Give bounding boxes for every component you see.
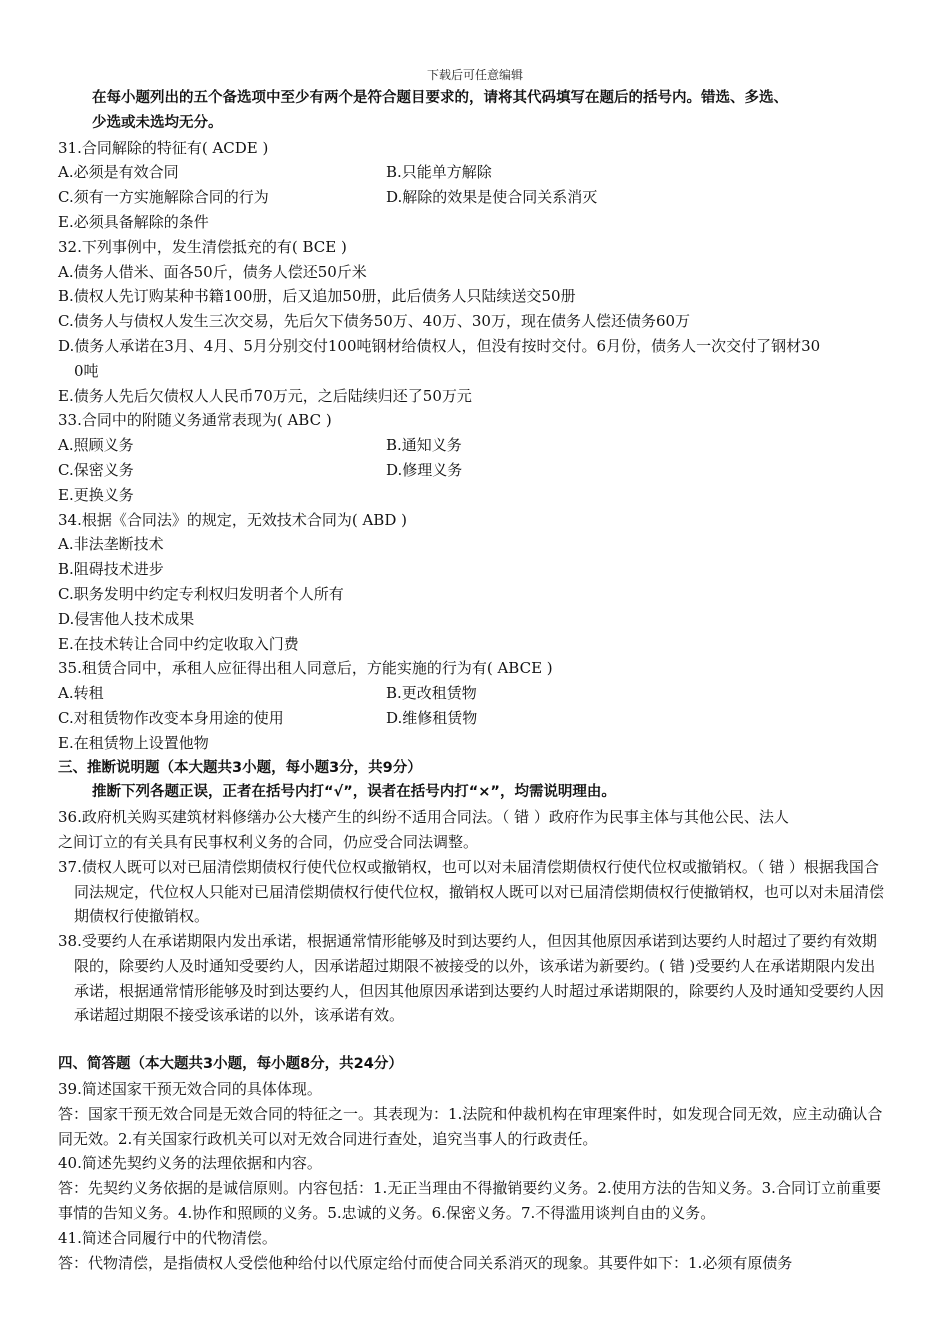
option: B.通知义务 [386,436,462,455]
option: E.债务人先后欠债权人人民币70万元，之后陆续归还了50万元 [58,386,472,405]
options-row [58,160,888,185]
instruction-line: 少选或未选均无分。 [92,114,223,131]
judgement-question: 36.政府机关购买建筑材料修缮办公大楼产生的纠纷不适用合同法。（ 错 ）政府作为民事主体与其他公民、法人 [58,808,789,827]
option: D.债务人承诺在3月、4月、5月分别交付100吨钢材给债权人，但没有按时交付。6月份，债务人一次交付了钢材30 [58,336,821,355]
options-row [58,706,888,731]
section-title: 三、推断说明题（本大题共3小题，每小题3分，共9分） [58,759,422,776]
question-stem: 34.根据《合同法》的规定，无效技术合同为( ABD ) [58,510,407,529]
options-row [58,185,888,210]
judgement-question-continuation: 之间订立的有关具有民事权利义务的合同，仍应受合同法调整。 [58,832,479,851]
option: B.只能单方解除 [386,163,492,182]
option: D.修理义务 [386,460,463,479]
section-instruction: 推断下列各题正误，正者在括号内打“√”，误者在括号内打“×”，均需说明理由。 [92,784,616,801]
option-continuation: 0吨 [74,361,99,380]
page-header: 下载后可任意编辑 [426,68,523,82]
option: C.须有一方实施解除合同的行为 [58,188,269,207]
option: E.更换义务 [58,485,134,504]
answer-text: 答：代物清偿，是指债权人受偿他种给付以代原定给付而使合同关系消灭的现象。其要件如下：1.必须有原债务 [58,1253,793,1272]
option: B.更改租赁物 [386,684,477,703]
option: E.在租赁物上设置他物 [58,733,209,752]
short-answer-question: 41.简述合同履行中的代物清偿。 [58,1228,277,1247]
option: A.债务人借米、面各50斤，债务人偿还50斤米 [58,262,367,281]
question-stem: 32.下列事例中，发生清偿抵充的有( BCE ) [58,237,347,256]
option: D.维修租赁物 [386,708,478,727]
option: A.非法垄断技术 [58,535,164,554]
short-answer-question: 40.简述先契约义务的法理依据和内容。 [58,1154,322,1173]
question-stem: 33.合同中的附随义务通常表现为( ABC ) [58,411,332,430]
option: C.债务人与债权人发生三次交易，先后欠下债务50万、40万、30万，现在债务人偿还债务60万 [58,312,691,331]
options-row [58,433,888,458]
section-title: 四、简答题（本大题共3小题，每小题8分，共24分） [58,1056,403,1073]
option: E.在技术转让合同中约定收取入门费 [58,634,299,653]
judgement-question: 37.债权人既可以对已届清偿期债权行使代位权或撤销权，也可以对未届清偿期债权行使代位权或撤销权。（ 错 ）根据我国合同法规定，代位权人只能对已届清偿期债权行使代位权，撤销权人既可以对已届清偿期债权行使撤销权，也可以对未届清偿期债权行使撤销权。 [58,857,885,926]
options-row [58,458,888,483]
option: C.保密义务 [58,460,134,479]
judgement-question: 38.受要约人在承诺期限内发出承诺，根据通常情形能够及时到达要约人，但因其他原因承诺到达要约人时超过了要约有效期限的，除要约人及时通知受要约人，因承诺超过期限不被接受的以外，该承诺为新要约。( 错 )受要约人在承诺期限内发出承诺，根据通常情形能够及时到达要约人，但因其他原因承诺到达要约人时超过承诺期限的，除要约人及时通知受要约人因承诺超过期限不接受该承诺的以外，该承诺有效。 [58,932,885,1025]
option: D.解除的效果是使合同关系消灭 [386,188,598,207]
option: B.债权人先订购某种书籍100册，后又追加50册，此后债务人只陆续送交50册 [58,287,576,306]
option: E.必须具备解除的条件 [58,212,209,231]
option: A.照顾义务 [58,436,134,455]
option: C.职务发明中约定专利权归发明者个人所有 [58,584,344,603]
options-row [58,681,888,706]
answer-text: 答：国家干预无效合同是无效合同的特征之一。其表现为：1.法院和仲裁机构在审理案件时，如发现合同无效，应主动确认合同无效。2.有关国家行政机关可以对无效合同进行查处，追究当事人的行政责任。 [58,1104,883,1148]
document-body [58,86,888,1275]
option: A.必须是有效合同 [58,163,179,182]
question-stem: 31.合同解除的特征有( ACDE ) [58,138,269,157]
option: A.转租 [58,684,104,703]
spacer [58,1028,888,1052]
answer-text: 答：先契约义务依据的是诚信原则。内容包括：1.无正当理由不得撤销要约义务。2.使用方法的告知义务。3.合同订立前重要事情的告知义务。4.协作和照顾的义务。5.忠诚的义务。6.保密义务。7.不得滥用谈判自由的义务。 [58,1179,881,1223]
question-stem: 35.租赁合同中，承租人应征得出租人同意后，方能实施的行为有( ABCE ) [58,659,553,678]
short-answer-question: 39.简述国家干预无效合同的具体体现。 [58,1080,322,1099]
instruction-line: 在每小题列出的五个备选项中至少有两个是符合题目要求的，请将其代码填写在题后的括号内。错选、多选、 [92,90,788,106]
option: C.对租赁物作改变本身用途的使用 [58,708,284,727]
option: D.侵害他人技术成果 [58,609,195,628]
option: B.阻碍技术进步 [58,560,164,579]
